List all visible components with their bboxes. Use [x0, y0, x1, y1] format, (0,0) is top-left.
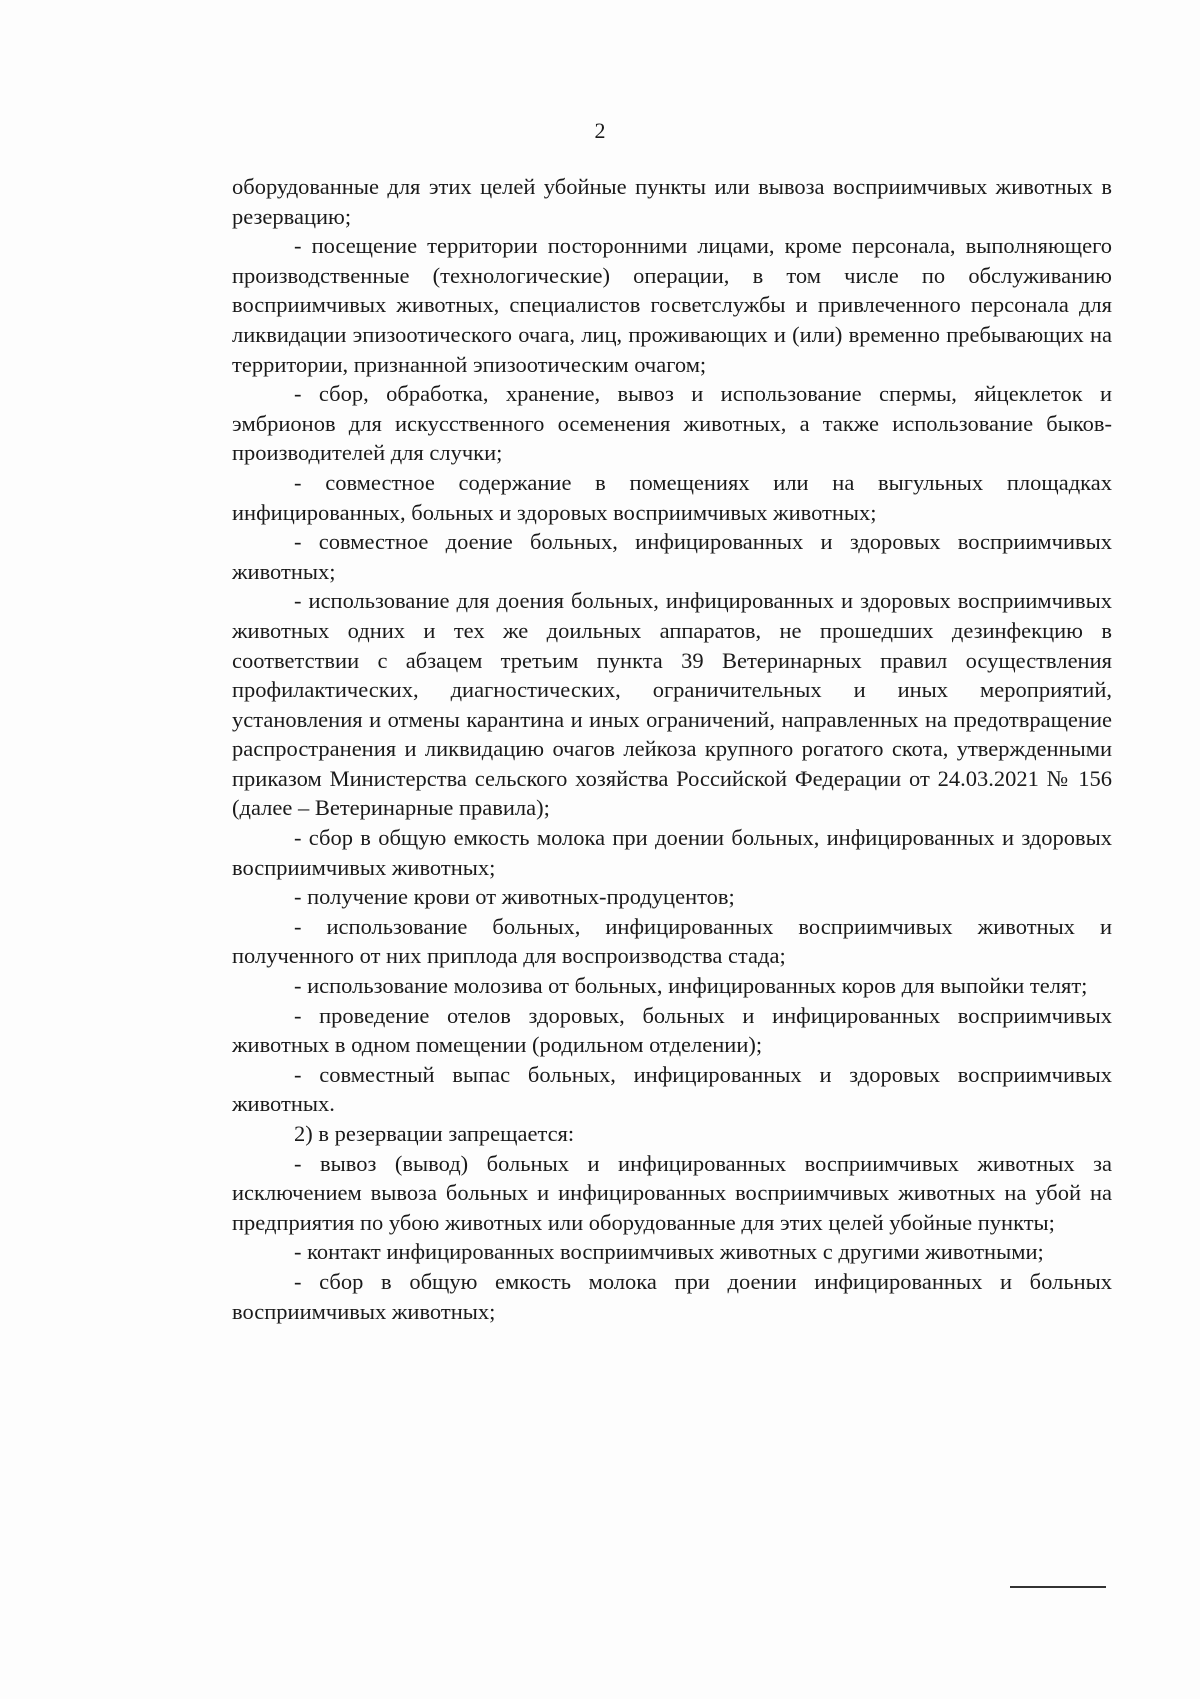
paragraph: - совместный выпас больных, инфицированных и здоровых восприимчивых животных. — [232, 1061, 1112, 1117]
paragraph: - совместное содержание в помещениях или на выгульных площадках инфицированных, больных и здоровых восприимчивых животных; — [232, 469, 1112, 525]
paragraph: - сбор, обработка, хранение, вывоз и использование спермы, яйцеклеток и эмбрионов для искусственного осеменения животных, а также использование быков-производителей для случки; — [232, 381, 1112, 466]
paragraph: - вывоз (вывод) больных и инфицированных восприимчивых животных за исключением вывоза больных и инфицированных восприимчивых животных на убой на предприятия по убою животных или оборудованные для этих целей убойные пункты; — [232, 1150, 1112, 1235]
paragraph: - использование больных, инфицированных восприимчивых животных и полученного от них приплода для воспроизводства стада; — [232, 913, 1112, 969]
paragraph: - сбор в общую емкость молока при доении больных, инфицированных и здоровых восприимчивых животных; — [232, 825, 1112, 880]
paragraph: - совместное доение больных, инфицированных и здоровых восприимчивых животных; — [232, 529, 1112, 584]
paragraph: - контакт инфицированных восприимчивых животных с другими животными; — [294, 1239, 1044, 1265]
paragraph: - использование молозива от больных, инфицированных коров для выпойки телят; — [294, 973, 1088, 999]
paragraph: - проведение отелов здоровых, больных и инфицированных восприимчивых животных в одном помещении (родильном отделении); — [232, 1002, 1112, 1058]
footer-divider — [1010, 1586, 1106, 1588]
paragraph: - сбор в общую емкость молока при доении инфицированных и больных восприимчивых животных; — [232, 1268, 1112, 1324]
document-body — [232, 172, 1112, 1326]
paragraph: - использование для доения больных, инфицированных и здоровых восприимчивых животных одних и тех же доильных аппаратов, не прошедших дезинфекцию в соответствии с абзацем третьим пункта 39 Ветеринарных правил осуществления профилактических, диагностических, ограничительных и иных мероприятий, установления и отмены карантина и иных ограничений, направленных на предотвращение распространения и ликвидацию очагов лейкоза крупного рогатого скота, утвержденными приказом Министерства сельского хозяйства Российской Федерации от 24.03.2021 № 156 (далее – Ветеринарные правила); — [232, 588, 1112, 821]
paragraph: - получение крови от животных-продуцентов; — [294, 884, 735, 910]
paragraph: 2) в резервации запрещается: — [294, 1121, 575, 1146]
paragraph: оборудованные для этих целей убойные пункты или вывоза восприимчивых животных в резервацию; — [232, 174, 1112, 229]
paragraph: - посещение территории посторонними лицами, кроме персонала, выполняющего производственные (технологические) операции, в том числе по обслуживанию восприимчивых животных, специалистов госветслужбы и привлеченного персонала для ликвидации эпизоотического очага, лиц, проживающих и (или) временно пребывающих на территории, признанной эпизоотическим очагом; — [232, 233, 1112, 377]
page-number: 2 — [594, 118, 606, 143]
